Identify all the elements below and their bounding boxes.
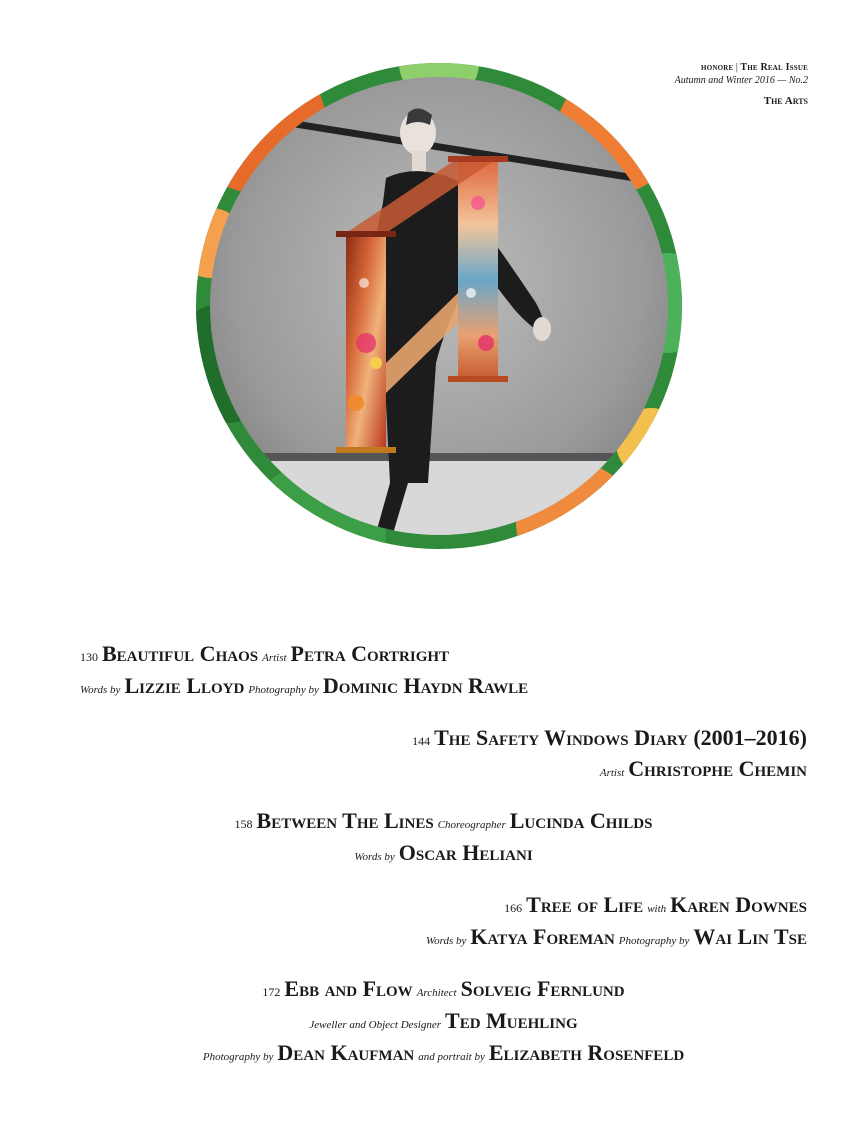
contributor-name: Solveig Fernlund xyxy=(460,976,625,1001)
toc-entry[interactable] xyxy=(0,807,867,871)
contributor-role: with xyxy=(647,903,667,915)
contributor-role: Words by xyxy=(354,851,395,863)
hero-image xyxy=(196,63,682,549)
section-name: The Arts xyxy=(763,95,808,107)
masthead-separator: | xyxy=(733,62,741,73)
contributor-name: Petra Cortright xyxy=(290,641,450,666)
toc-credits-line xyxy=(0,839,867,871)
contributor-name: Dominic Haydn Rawle xyxy=(322,673,529,698)
hero-illustration xyxy=(196,63,682,549)
contributor-role: and portrait by xyxy=(418,1051,485,1063)
contributor-role: Choreographer xyxy=(437,819,506,831)
brand-name: honore xyxy=(701,62,734,73)
contributor-name: Dean Kaufman xyxy=(277,1040,415,1065)
contributor-name: Ted Muehling xyxy=(445,1008,578,1033)
issue-line: Autumn and Winter 2016 — No.2 xyxy=(674,75,808,86)
contributor-name: Christophe Chemin xyxy=(628,756,807,781)
article-title: Beautiful Chaos xyxy=(102,641,259,666)
toc-title-line xyxy=(0,975,867,1007)
toc-title-line xyxy=(412,724,807,755)
contributor-role: Words by xyxy=(425,935,467,947)
page-number: 130 xyxy=(80,650,98,664)
toc-credits-line xyxy=(0,1007,867,1039)
contributor-role: Photography by xyxy=(248,684,319,696)
page-number: 166 xyxy=(504,901,523,915)
contributor-name: Lizzie Lloyd xyxy=(124,673,245,698)
page-number: 172 xyxy=(262,985,281,999)
page-number: 144 xyxy=(412,734,431,748)
article-title: Ebb and Flow xyxy=(284,976,413,1001)
toc-credits-line xyxy=(80,672,528,704)
masthead-title-line xyxy=(675,61,808,74)
contributor-role: Photography by xyxy=(618,935,690,947)
contributor-role: Words by xyxy=(80,684,121,696)
contributor-role: Architect xyxy=(416,987,457,999)
issue-title: The Real Issue xyxy=(740,62,808,73)
contributor-name: Oscar Heliani xyxy=(398,840,533,865)
contributor-role: Artist xyxy=(599,767,625,779)
toc-credits-line xyxy=(0,1039,867,1071)
toc-title-line xyxy=(0,807,867,839)
contributor-role: Jeweller and Object Designer xyxy=(309,1019,442,1031)
toc-credits-line xyxy=(412,755,807,787)
toc-title-line xyxy=(80,640,528,672)
article-title: Between The Lines xyxy=(256,808,434,833)
contributor-role: Photography by xyxy=(202,1051,274,1063)
contributor-role: Artist xyxy=(262,652,287,664)
contributor-name: Lucinda Childs xyxy=(509,808,653,833)
page-number: 158 xyxy=(234,817,253,831)
toc-entry[interactable] xyxy=(0,975,867,1071)
contributor-name: Wai Lin Tse xyxy=(693,924,807,949)
article-title: Tree of Life xyxy=(526,892,644,917)
toc-entry[interactable] xyxy=(412,724,807,787)
contributor-name: Karen Downes xyxy=(670,892,807,917)
toc-title-line xyxy=(426,891,807,923)
masthead xyxy=(675,61,808,108)
toc-entry[interactable] xyxy=(426,891,807,955)
contributor-name: Katya Foreman xyxy=(470,924,615,949)
article-title: The Safety Windows Diary (2001–2016) xyxy=(434,725,807,750)
toc-credits-line xyxy=(426,923,807,955)
contributor-name: Elizabeth Rosenfeld xyxy=(488,1040,685,1065)
toc-entry[interactable] xyxy=(80,640,528,704)
